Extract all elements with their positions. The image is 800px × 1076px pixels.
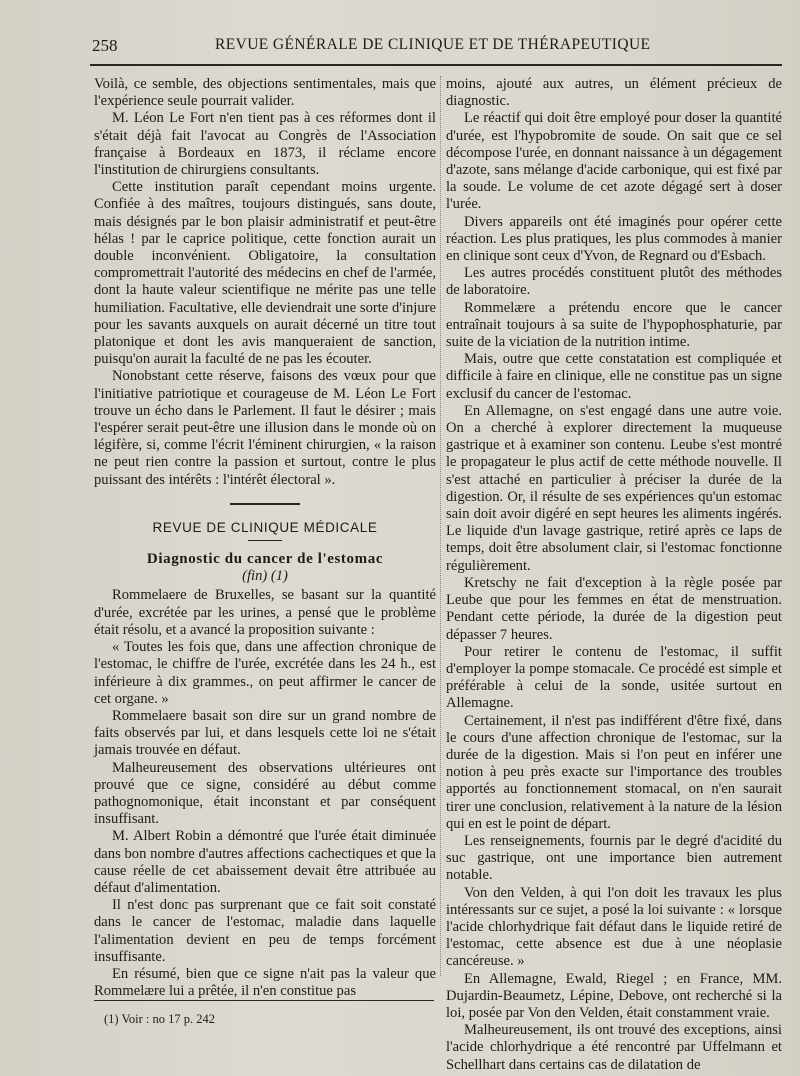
paragraph: Rommelaere de Bruxelles, se basant sur la quantité d'urée, excrétée par les urines, a pensé que le problème était résolu, et a avancé la proposition suivante :: [94, 587, 436, 638]
header-rule: [90, 64, 782, 66]
paragraph: En résumé, bien que ce signe n'ait pas la valeur que Rommelære lui a prêtée, il n'en constitue pas: [94, 965, 436, 1000]
paragraph: moins, ajouté aux autres, un élément précieux de diagnostic.: [446, 76, 782, 110]
paragraph: Rommelære a prétendu encore que le cancer entraînait toujours à sa suite de l'hypophosphaturie, par suite de la viciation de la nutrition intime.: [446, 299, 782, 351]
paragraph: Les renseignements, fournis par le degré d'acidité du suc gastrique, ont une importance bien autrement notable.: [446, 832, 782, 884]
paragraph: Malheureusement, ils ont trouvé des exceptions, ainsi l'acide chlorhydrique a été rencontré par Uffelmann et Schellhart dans certains cas de dilatation de: [446, 1022, 782, 1073]
section-title: REVUE DE CLINIQUE MÉDICALE: [152, 519, 378, 535]
paragraph: Pour retirer le contenu de l'estomac, il suffit d'employer la pompe stomacale. Ce procédé est simple et préférable à celui de la sonde, usitée surtout en Allemagne.: [446, 643, 782, 712]
paragraph: Certainement, il n'est pas indifférent d'être fixé, dans le cours d'une affection chronique de l'estomac, sur la durée de la digestion. Mais si l'on peut en inférer une notion à peu près exacte sur l'importance des troubles apportés au fonctionnement stomacal, on n'en saurait tirer une conclusion, relativement à la nature de la lésion qui en est le point de départ.: [446, 712, 782, 832]
paragraph: Malheureusement des observations ultérieures ont prouvé que ce signe, considéré au début comme pathognomonique, était inconstant et par conséquent insuffisant.: [94, 759, 436, 828]
title-dash: [248, 540, 282, 541]
right-column: [446, 76, 782, 1074]
paragraph: Voilà, ce semble, des objections sentimentales, mais que l'expérience seule pourrait valider.: [94, 76, 436, 110]
paragraph: Il n'est donc pas surprenant que ce fait soit constaté dans le cancer de l'estomac, maladie dans laquelle l'alimentation devient en peu de temps forcément insuffisante.: [94, 897, 436, 965]
paragraph: Von den Velden, à qui l'on doit les travaux les plus intéressants sur ce sujet, a posé la loi suivante : « lorsque l'acide chlorhydrique fait défaut dans le liquide retiré de l'estomac, cette absence est due à une néoplasie cancéreuse. »: [446, 884, 782, 970]
left-column: [94, 76, 436, 1000]
paragraph: En Allemagne, on s'est engagé dans une autre voie. On a cherché à explorer directement la muqueuse gastrique et à examiner son contenu. Leube s'est montré le propagateur le plus actif de cette méthode nouvelle. Il s'est attaché en particulier à préciser la durée de la digestion. Or, il résulte de ses expériences qu'un estomac sain doit avoir digéré en sept heures les aliments ingérés. Le liquide d'un lavage gastrique, retiré après ce laps de temps, doit être absolument clair, si l'estomac fonctionne régulièrement.: [446, 402, 782, 574]
footnote: (1) Voir : no 17 p. 242: [104, 1012, 215, 1026]
column-divider: [440, 76, 441, 976]
paragraph: M. Léon Le Fort n'en tient pas à ces réformes dont il s'était déjà fait l'avocat au Congrès de l'Association française à Bordeaux en 1873, il réclame encore l'institution de chirurgiens consultants.: [94, 110, 436, 179]
paragraph: Le réactif qui doit être employé pour doser la quantité d'urée, est l'hypobromite de soude. On sait que ce sel décompose l'urée, en donnant naissance à un dégagement d'azote, sans mélange d'acide carbonique, qui est fixé par la soude. Le volume de cet azote dégagé sert à doser l'urée.: [446, 110, 782, 213]
paragraph: Nonobstant cette réserve, faisons des vœux pour que l'initiative patriotique et courageuse de M. Léon Le Fort trouve un écho dans le Parlement. Il faut le désirer ; mais l'espérer serait peut-être une illusion dans le monde où on légifère, si, comme l'écrit l'éminent chirurgien, « la raison ne peut rien contre la passion et surtout, contre le plus puissant des intérêts : l'intérêt électoral ».: [94, 368, 436, 488]
article-subtitle: (fin) (1): [242, 568, 288, 585]
article-title: Diagnostic du cancer de l'estomac: [146, 551, 384, 568]
paragraph: M. Albert Robin a démontré que l'urée était diminuée dans bon nombre d'autres affections cachectiques et que la cause réelle de cet abaissement devait être attribuée au défaut d'alimentation.: [94, 828, 436, 896]
paragraph: Mais, outre que cette constatation est compliquée et difficile à faire en clinique, elle ne constitue pas un signe exclusif du cancer de l'estomac.: [446, 351, 782, 402]
paragraph: Divers appareils ont été imaginés pour opérer cette réaction. Les plus pratiques, les plus commodes à manier en clinique sont ceux d'Yvon, de Regnard ou d'Esbach.: [446, 213, 782, 265]
section-separator: [230, 503, 300, 505]
running-title: REVUE GÉNÉRALE DE CLINIQUE ET DE THÉRAPEUTIQUE: [215, 36, 651, 53]
paragraph: Kretschy ne fait d'exception à la règle posée par Leube que pour les femmes en état de menstruation. Pendant cette période, la durée de la digestion peut dépasser 7 heures.: [446, 574, 782, 643]
footnote-rule: [94, 1000, 434, 1001]
paragraph: En Allemagne, Ewald, Riegel ; en France, MM. Dujardin-Beaumetz, Lépine, Debove, ont recherché si la loi, posée par Von den Velden, était constamment vraie.: [446, 970, 782, 1021]
quotation: « Toutes les fois que, dans une affection chronique de l'estomac, le chiffre de l'urée, excrétée dans les 24 h., est inférieure à dix grammes., on peut affirmer le cancer de cet organe. »: [94, 639, 436, 707]
page-number: 258: [92, 36, 118, 55]
paragraph: Les autres procédés constituent plutôt des méthodes de laboratoire.: [446, 265, 782, 299]
page-header: [0, 36, 800, 60]
paragraph: Cette institution paraît cependant moins urgente. Confiée à des maîtres, toujours distingués, sans doute, mais désignés par le bon plaisir administratif et peut-être hélas ! par le caprice politique, cette fonction aurait un double inconvénient. Obligatoire, la consultation compromettrait l'autorité des médecins en chef de l'armée, dont la haute valeur scientifique ne mérite pas une telle humiliation. Facultative, elle deviendrait une sorte d'injure pour les savants auxquels on aurait décerné un titre tout platonique et dont les avis manqueraient de sanction, puisqu'on aurait la faculté de ne pas les écouter.: [94, 179, 436, 368]
paragraph: Rommelaere basait son dire sur un grand nombre de faits observés par lui, et dans lesquels cette loi ne s'était jamais trouvée en défaut.: [94, 707, 436, 759]
